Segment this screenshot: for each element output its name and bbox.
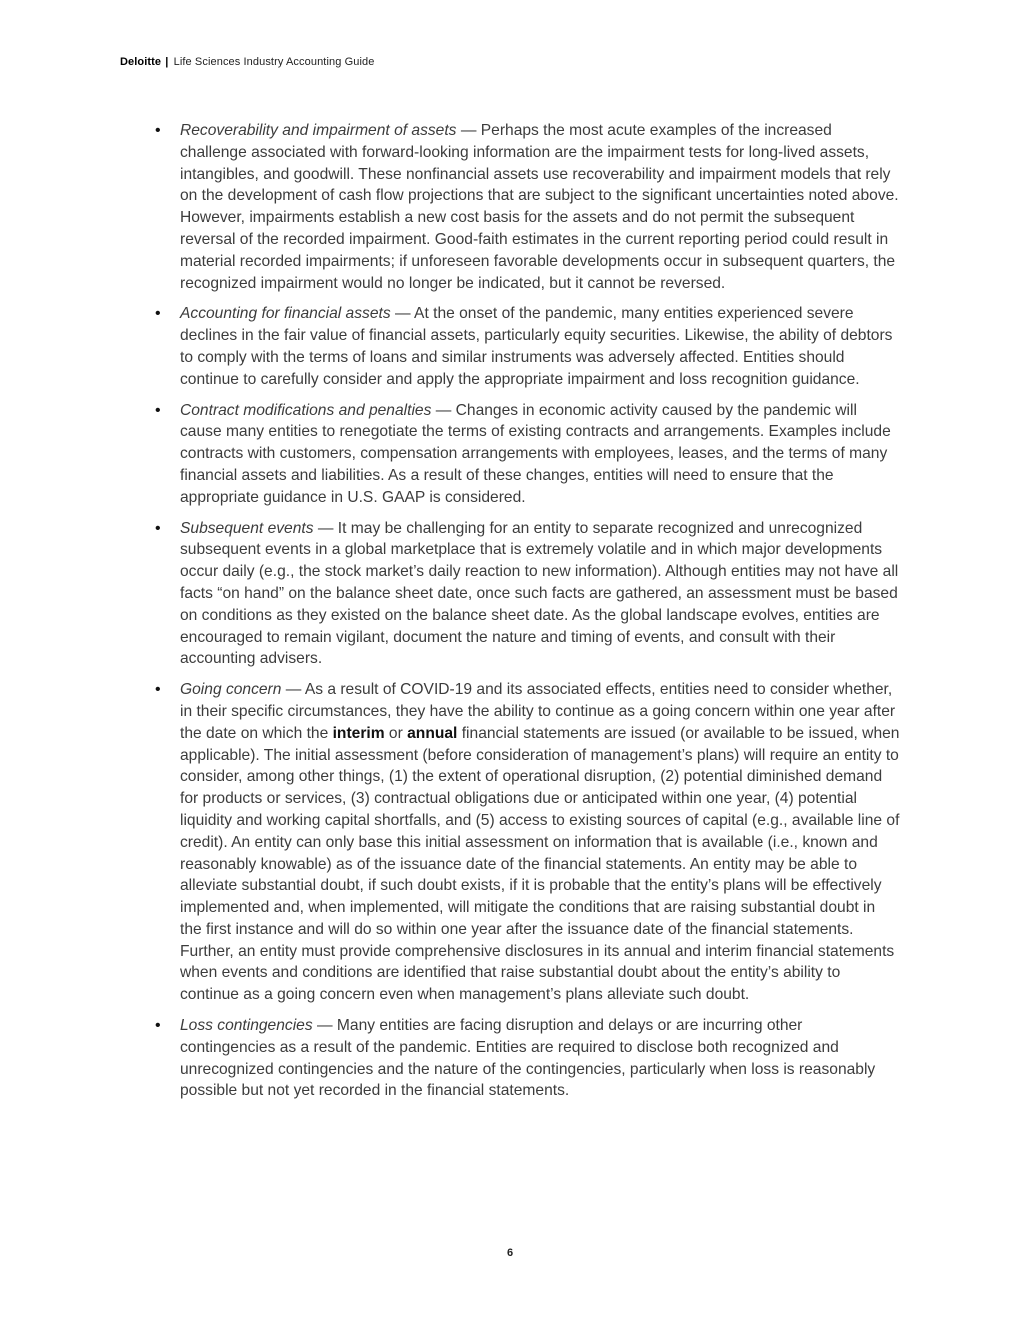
- annual-link[interactable]: annual: [407, 724, 458, 742]
- bullet-icon: •: [155, 401, 161, 419]
- bullet-text: At the onset of the pandemic, many entities experienced severe declines in the fair value of financial assets, particularly equity securities. Likewise, the ability of debtors to comply with the terms of loans and similar instruments was adversely affected. Entities should continue to carefully consider and apply the appropriate impairment and loss recognition guidance.: [180, 305, 893, 388]
- em-dash: —: [390, 305, 415, 323]
- page-number: 6: [506, 1247, 514, 1259]
- bullet-term: Loss contingencies: [180, 1017, 313, 1035]
- bullet-financial-assets: [155, 303, 900, 390]
- bullet-list: [155, 120, 900, 1102]
- header-separator: |: [165, 56, 169, 68]
- interim-link[interactable]: interim: [332, 724, 385, 742]
- bullet-body: [180, 402, 891, 506]
- em-dash: —: [281, 681, 305, 699]
- bullet-loss-contingencies: [155, 1015, 900, 1102]
- em-dash: —: [312, 1017, 337, 1035]
- bullet-text: Many entities are facing disruption and delays or are incurring other contingencies as a result of the pandemic. Entities are required to disclose both recognized and unrecognized contingencies and the nature of the contingencies, particularly when loss is reasonably possible but not yet recorded in the financial statements.: [180, 1017, 876, 1100]
- bullet-body: [180, 122, 899, 292]
- bullet-body: [180, 681, 899, 1003]
- bullet-icon: •: [155, 1017, 161, 1035]
- em-dash: —: [431, 401, 456, 419]
- bullet-icon: •: [155, 305, 161, 323]
- em-dash: —: [313, 519, 338, 537]
- bullet-body: [180, 520, 898, 668]
- bullet-term: Contract modifications and penalties: [180, 401, 432, 419]
- bullet-text-before: As a result of COVID-19 and its associated effects, entities need to consider whether, in their specific circumstances, they have the ability to continue as a going concern within one year after the date on which the: [180, 681, 896, 742]
- main-content: [155, 120, 900, 1111]
- em-dash: —: [456, 122, 481, 139]
- bullet-body: [180, 1017, 875, 1099]
- bullet-icon: •: [155, 681, 161, 699]
- bullet-text: Changes in economic activity caused by the pandemic will cause many entities to renegotiate the terms of existing contracts and arrangements. Examples include contracts with customers, compensation arrangements with employees, leases, and the terms of many financial assets and liabilities. As a result of these changes, entities will need to ensure that the appropriate guidance in U.S. GAAP is considered.: [180, 401, 891, 506]
- bullet-contract-modifications: [155, 400, 900, 509]
- running-header: [120, 56, 374, 68]
- bullet-recoverability-impairment: [155, 120, 900, 294]
- bullet-text-after: financial statements are issued (or available to be issued, when applicable). The initial assessment (before consideration of management’s plans) will require an entity to consider, among other things, (1) the extent of operational disruption, (2) potential diminished demand for products or services, (3) contractual obligations due or anticipated within one year, (4) potential liquidity and working capital shortfalls, and (5) access to existing sources of capital (e.g., available line of credit). An entity can only base this initial assessment on information that is available (i.e., known and reasonably knowable) as of the issuance date of the financial statements. An entity may be able to alleviate substantial doubt, if such doubt exists, if it is probable that the entity’s plans will be effectively implemented and, when implemented, will mitigate the conditions that are raising substantial doubt in the first instance and will do so within one year after the issuance date of the financial statements. Further, an entity must provide comprehensive disclosures in its annual and interim financial statements when events and conditions are identified that raise substantial doubt about the entity’s ability to continue as a going concern even when management’s plans alleviate such doubt.: [180, 724, 900, 1004]
- bullet-icon: •: [155, 122, 161, 139]
- bullet-going-concern: [155, 679, 900, 1006]
- bullet-body: [180, 305, 892, 387]
- bullet-term: Going concern: [180, 681, 282, 699]
- bullet-term: Accounting for financial assets: [180, 305, 391, 323]
- brand-name: Deloitte: [120, 56, 162, 68]
- bullet-term: Recoverability and impairment of assets: [180, 122, 457, 139]
- document-title: Life Sciences Industry Accounting Guide: [173, 56, 375, 68]
- bullet-text: Perhaps the most acute examples of the increased challenge associated with forward-looking information are the impairment tests for long-lived assets, intangibles, and goodwill. These nonfinancial assets use recoverability and impairment models that rely on the development of cash flow projections that are subject to the significant uncertainties noted above. However, impairments establish a new cost basis for the assets and do not permit the subsequent reversal of the recorded impairment. Good-faith estimates in the current reporting period could result in material recorded impairments; if unforeseen favorable developments occur in subsequent quarters, the recognized impairment would no longer be indicated, but it cannot be reversed.: [180, 122, 899, 292]
- bullet-subsequent-events: [155, 518, 900, 671]
- bullet-icon: •: [155, 519, 161, 537]
- bullet-text: It may be challenging for an entity to separate recognized and unrecognized subsequent events in a global marketplace that is extremely volatile and in which major developments occur daily (e.g., the stock market’s daily reaction to new information). Although entities may not have all facts “on hand” on the balance sheet date, once such facts are gathered, an assessment must be based on conditions as they existed on the balance sheet date. As the global landscape evolves, entities are encouraged to remain vigilant, document the nature and timing of events, and consult with their accounting advisers.: [180, 519, 899, 668]
- bullet-term: Subsequent events: [180, 519, 314, 537]
- or-word: or: [384, 724, 408, 742]
